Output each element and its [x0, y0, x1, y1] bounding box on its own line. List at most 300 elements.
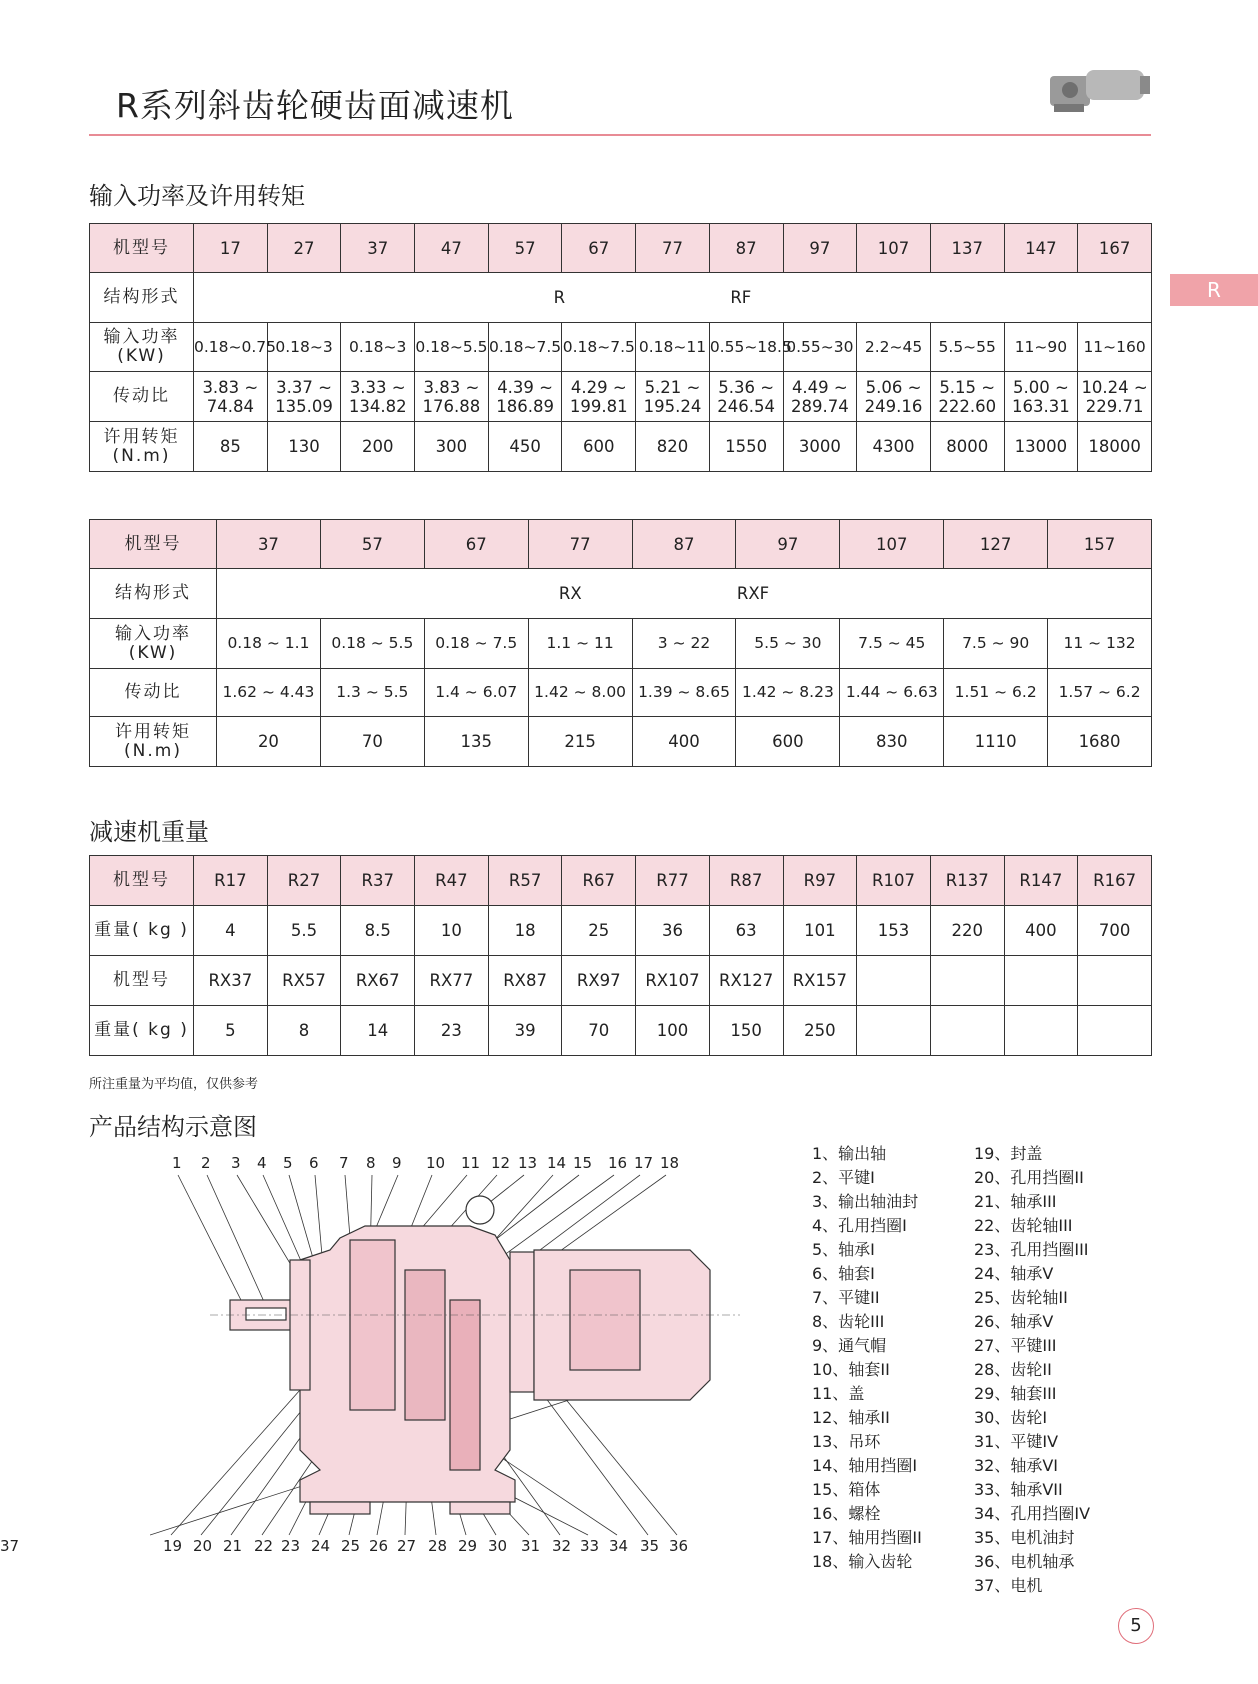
callout-number: 4	[257, 1154, 267, 1172]
part-item: 28、齿轮II	[974, 1360, 1052, 1379]
ratio-min: 10.24 ~	[1081, 377, 1148, 397]
table-cell: 0.18~5.5	[415, 323, 489, 372]
part-item: 29、轴套III	[974, 1384, 1057, 1403]
table-cell	[1004, 956, 1078, 1006]
table-cell: 167	[1078, 224, 1152, 273]
part-item: 23、孔用挡圈III	[974, 1240, 1089, 1259]
callout-leader	[375, 1175, 398, 1230]
table-cell: 87	[632, 520, 736, 569]
part-item: 6、轴套I	[812, 1264, 875, 1283]
power-torque-table-r	[89, 223, 1152, 472]
page-title: R系列斜齿轮硬齿面减速机	[116, 86, 514, 125]
table-cell: 400	[1004, 906, 1078, 956]
table-cell: R77	[636, 856, 710, 906]
part-item: 25、齿轮轴II	[974, 1288, 1068, 1307]
callout-number: 36	[669, 1537, 689, 1555]
table-cell: 7.5 ~ 45	[840, 619, 944, 669]
table-cell: 20	[217, 717, 321, 767]
table-cell: R67	[562, 856, 636, 906]
table-cell: 0.18~3	[267, 323, 341, 372]
table-cell: 1.42 ~ 8.00	[528, 669, 632, 717]
ratio-max: 163.31	[1012, 396, 1070, 416]
torque-label-unit: (N.m)	[112, 445, 171, 466]
table-cell: 1.51 ~ 6.2	[944, 669, 1048, 717]
ratio-max: 135.09	[275, 396, 333, 416]
weight-table	[89, 855, 1152, 1056]
structure-value: RX	[558, 584, 582, 603]
ratio-min: 4.39 ~	[497, 377, 553, 397]
ratio-max: 195.24	[643, 396, 702, 416]
table-cell: 4	[194, 906, 268, 956]
table-cell: 135	[424, 717, 528, 767]
ratio-min: 5.06 ~	[865, 377, 922, 397]
part-item: 10、轴套II	[812, 1360, 890, 1379]
table-cell: 820	[636, 422, 710, 472]
table-cell: 0.55~30	[783, 323, 857, 372]
table-cell: 130	[267, 422, 341, 472]
part-item: 2、平键I	[812, 1168, 875, 1187]
table-cell: 0.18~0.75	[194, 323, 268, 372]
callout-number: 9	[392, 1154, 402, 1172]
part-item: 14、轴用挡圈I	[812, 1456, 918, 1475]
callout-number: 35	[640, 1537, 660, 1555]
callout-leader	[263, 1175, 305, 1270]
ratio-cell	[341, 372, 415, 422]
gear-ii	[405, 1270, 445, 1420]
callout-number: 28	[428, 1537, 448, 1555]
foot-left	[310, 1502, 370, 1514]
table-cell: 100	[636, 1006, 710, 1056]
ratio-cell	[1004, 372, 1078, 422]
table-cell: 3 ~ 22	[632, 619, 736, 669]
table-cell	[1004, 1006, 1078, 1056]
callout-number: 6	[309, 1154, 319, 1172]
part-item: 31、平键IV	[974, 1432, 1059, 1451]
table-cell: RX87	[488, 956, 562, 1006]
table-cell: 300	[415, 422, 489, 472]
table-cell: 1.1 ~ 11	[528, 619, 632, 669]
callout-number: 27	[397, 1537, 417, 1555]
table-cell	[1078, 956, 1152, 1006]
section-heading-power: 输入功率及许用转矩	[89, 182, 305, 210]
table-cell: R37	[341, 856, 415, 906]
torque-label-unit: (N.m)	[124, 740, 182, 761]
part-item: 15、箱体	[812, 1480, 881, 1499]
reducer-cross-section-diagram	[150, 1150, 770, 1560]
part-item: 3、输出轴油封	[812, 1192, 919, 1211]
table-cell: 5.5~55	[930, 323, 1004, 372]
callout-number: 1	[172, 1154, 182, 1172]
table-cell: 0.18 ~ 7.5	[424, 619, 528, 669]
table-cell: 0.18~7.5	[488, 323, 562, 372]
callout-number: 25	[341, 1537, 361, 1555]
weight-label: 重量( kg )	[90, 906, 194, 956]
table-cell: 11 ~ 132	[1048, 619, 1152, 669]
part-item: 17、轴用挡圈II	[812, 1528, 922, 1547]
output-bearing-cap	[290, 1260, 310, 1390]
callout-number: 29	[458, 1537, 478, 1555]
ratio-max: 289.74	[790, 396, 849, 416]
table-cell: 1680	[1048, 717, 1152, 767]
callout-number: 16	[608, 1154, 628, 1172]
table-cell: R107	[857, 856, 931, 906]
callout-number: 5	[283, 1154, 293, 1172]
table-cell: R57	[488, 856, 562, 906]
table-cell: RX37	[194, 956, 268, 1006]
ratio-cell	[930, 372, 1004, 422]
table-cell: RX67	[341, 956, 415, 1006]
ratio-cell	[488, 372, 562, 422]
table-cell: 1.3 ~ 5.5	[320, 669, 424, 717]
table-cell	[930, 1006, 1004, 1056]
part-item: 21、轴承III	[974, 1192, 1057, 1211]
table-cell: 57	[488, 224, 562, 273]
ratio-max: 246.54	[717, 396, 776, 416]
power-label-unit: (KW)	[128, 642, 178, 663]
structure-value: RXF	[736, 584, 770, 603]
section-heading-structure: 产品结构示意图	[89, 1113, 257, 1141]
power-label-unit: (KW)	[117, 346, 166, 366]
table-cell: 4300	[857, 422, 931, 472]
callout-number: 20	[193, 1537, 213, 1555]
table-cell: 450	[488, 422, 562, 472]
table-cell: 1.44 ~ 6.63	[840, 669, 944, 717]
part-item: 12、轴承II	[812, 1408, 890, 1427]
table-cell: 11~160	[1078, 323, 1152, 372]
table-cell: 70	[320, 717, 424, 767]
table-cell: 1.39 ~ 8.65	[632, 669, 736, 717]
ratio-cell	[562, 372, 636, 422]
callout-number: 21	[223, 1537, 243, 1555]
table-cell	[930, 956, 1004, 1006]
part-item: 24、轴承V	[974, 1264, 1054, 1283]
callout-number: 31	[521, 1537, 541, 1555]
table-cell: 7.5 ~ 90	[944, 619, 1048, 669]
callout-number: 10	[426, 1154, 446, 1172]
table-cell: 150	[709, 1006, 783, 1056]
table-cell: 1.57 ~ 6.2	[1048, 669, 1152, 717]
table-cell: R97	[783, 856, 857, 906]
callout-leader	[201, 1400, 310, 1535]
parts-column-right	[974, 1142, 1090, 1598]
ratio-max: 186.89	[496, 396, 554, 416]
part-item: 18、输入齿轮	[812, 1552, 913, 1571]
ratio-min: 5.15 ~	[939, 377, 996, 397]
table-cell: 8000	[930, 422, 1004, 472]
part-item: 32、轴承VI	[974, 1456, 1059, 1475]
gear-i	[450, 1300, 480, 1470]
structure-label: 结构形式	[90, 273, 194, 323]
structure-cell	[194, 273, 1152, 323]
table-cell: RX77	[415, 956, 489, 1006]
table-cell: 3000	[783, 422, 857, 472]
callout-leader	[178, 1175, 246, 1310]
ratio-cell	[783, 372, 857, 422]
callout-number: 8	[366, 1154, 376, 1172]
table-cell: 8	[267, 1006, 341, 1056]
power-label	[90, 619, 217, 669]
table-cell: 1550	[709, 422, 783, 472]
callout-number: 18	[660, 1154, 680, 1172]
table-cell: 137	[930, 224, 1004, 273]
table-cell: 67	[424, 520, 528, 569]
table-cell: 14	[341, 1006, 415, 1056]
table-cell: 107	[840, 520, 944, 569]
table-cell: RX107	[636, 956, 710, 1006]
part-item: 7、平键II	[812, 1288, 880, 1307]
part-item: 5、轴承I	[812, 1240, 875, 1259]
table-cell: 250	[783, 1006, 857, 1056]
ratio-max: 176.88	[422, 396, 481, 416]
callout-number: 7	[339, 1154, 349, 1172]
part-item: 30、齿轮I	[974, 1408, 1048, 1427]
table-cell: 1.62 ~ 4.43	[217, 669, 321, 717]
table-cell: R17	[194, 856, 268, 906]
table-cell: 127	[944, 520, 1048, 569]
part-item: 16、螺栓	[812, 1504, 881, 1523]
ratio-min: 4.29 ~	[570, 377, 627, 397]
part-item: 35、电机油封	[974, 1528, 1075, 1547]
power-label-text: 输入功率	[103, 327, 180, 347]
torque-label	[90, 422, 194, 472]
table-cell: 1110	[944, 717, 1048, 767]
part-item: 11、盖	[812, 1384, 865, 1403]
table-cell: 400	[632, 717, 736, 767]
callout-number: 13	[518, 1154, 538, 1172]
table-cell: 13000	[1004, 422, 1078, 472]
reducer-thumbnail-icon	[1046, 56, 1154, 120]
table-cell: 67	[562, 224, 636, 273]
table-cell: 37	[341, 224, 415, 273]
structure-cell	[217, 569, 1152, 619]
ratio-min: 4.49 ~	[791, 377, 848, 397]
table-cell: 97	[783, 224, 857, 273]
part-item: 22、齿轮轴III	[974, 1216, 1073, 1235]
part-item: 4、孔用挡圈I	[812, 1216, 907, 1235]
callout-leader	[289, 1175, 315, 1265]
part-item: 19、封盖	[974, 1144, 1043, 1163]
table-cell: 11~90	[1004, 323, 1078, 372]
model-label: 机型号	[90, 520, 217, 569]
model-label: 机型号	[90, 956, 194, 1006]
table-cell: R47	[415, 856, 489, 906]
callout-number: 24	[311, 1537, 331, 1555]
structure-value: R	[553, 288, 566, 307]
foot-right	[450, 1502, 510, 1514]
callout-number: 12	[491, 1154, 511, 1172]
ratio-max: 199.81	[569, 396, 628, 416]
power-label-text: 输入功率	[115, 623, 191, 644]
power-torque-table-rx	[89, 519, 1152, 767]
table-cell: R167	[1078, 856, 1152, 906]
ratio-label: 传动比	[90, 372, 194, 422]
parts-column-left	[812, 1142, 922, 1574]
part-item: 1、输出轴	[812, 1144, 887, 1163]
callout-number: 37	[0, 1537, 20, 1555]
callout-number: 19	[163, 1537, 183, 1555]
table-cell: 1.42 ~ 8.23	[736, 669, 840, 717]
callout-number: 22	[254, 1537, 274, 1555]
torque-label-text: 许用转矩	[115, 721, 191, 742]
ratio-min: 5.21 ~	[644, 377, 701, 397]
ratio-cell	[1078, 372, 1152, 422]
table-cell: 5.5 ~ 30	[736, 619, 840, 669]
lifting-eye	[466, 1196, 494, 1224]
table-cell: 85	[194, 422, 268, 472]
ratio-cell	[267, 372, 341, 422]
model-label: 机型号	[90, 856, 194, 906]
table-cell: 0.55~18.5	[709, 323, 783, 372]
ratio-max: 74.84	[206, 396, 254, 416]
table-cell: 0.18~11	[636, 323, 710, 372]
table-cell: R147	[1004, 856, 1078, 906]
table-cell: 101	[783, 906, 857, 956]
part-item: 27、平键III	[974, 1336, 1057, 1355]
table-cell: 36	[636, 906, 710, 956]
model-label: 机型号	[90, 224, 194, 273]
table-cell: 77	[528, 520, 632, 569]
table-cell: 18	[488, 906, 562, 956]
table-cell	[1078, 1006, 1152, 1056]
motor-flange	[510, 1252, 534, 1392]
torque-label-text: 许用转矩	[103, 426, 180, 447]
part-item: 8、齿轮III	[812, 1312, 885, 1331]
motor-terminal-box	[570, 1270, 640, 1370]
callout-number: 33	[580, 1537, 600, 1555]
table-cell: 39	[488, 1006, 562, 1056]
callout-number: 32	[552, 1537, 572, 1555]
table-cell: 17	[194, 224, 268, 273]
structure-value: RF	[730, 288, 752, 307]
table-cell: 600	[736, 717, 840, 767]
table-cell: 5	[194, 1006, 268, 1056]
callout-leader	[550, 1380, 677, 1535]
table-cell: 63	[709, 906, 783, 956]
ratio-min: 5.00 ~	[1013, 377, 1069, 397]
table-cell: 87	[709, 224, 783, 273]
ratio-min: 3.83 ~	[423, 377, 480, 397]
torque-label	[90, 717, 217, 767]
callout-number: 11	[461, 1154, 481, 1172]
section-heading-weight: 减速机重量	[89, 818, 209, 846]
table-cell: 157	[1048, 520, 1152, 569]
ratio-cell	[194, 372, 268, 422]
table-cell: 215	[528, 717, 632, 767]
table-cell: RX127	[709, 956, 783, 1006]
callout-number: 26	[369, 1537, 389, 1555]
output-key	[246, 1308, 286, 1320]
ratio-max: 134.82	[348, 396, 407, 416]
callout-number: 3	[231, 1154, 241, 1172]
table-cell: 97	[736, 520, 840, 569]
callout-number: 34	[609, 1537, 629, 1555]
ratio-min: 5.36 ~	[718, 377, 775, 397]
callout-leader	[420, 1175, 467, 1230]
table-cell: 0.18~3	[341, 323, 415, 372]
ratio-cell	[636, 372, 710, 422]
table-cell: 0.18 ~ 1.1	[217, 619, 321, 669]
ratio-cell	[709, 372, 783, 422]
table-cell: 830	[840, 717, 944, 767]
callout-leader	[171, 1390, 300, 1535]
gear-iii	[350, 1240, 395, 1410]
callout-leader	[207, 1175, 270, 1315]
table-cell: 700	[1078, 906, 1152, 956]
callout-number: 17	[634, 1154, 654, 1172]
part-item: 33、轴承VII	[974, 1480, 1063, 1499]
ratio-min: 3.33 ~	[349, 377, 406, 397]
table-cell: 2.2~45	[857, 323, 931, 372]
table-cell: 27	[267, 224, 341, 273]
power-label	[90, 323, 194, 372]
part-item: 9、通气帽	[812, 1336, 887, 1355]
ratio-max: 222.60	[938, 396, 997, 416]
table-cell: 5.5	[267, 906, 341, 956]
table-cell: 0.18 ~ 5.5	[320, 619, 424, 669]
table-cell: 1.4 ~ 6.07	[424, 669, 528, 717]
table-cell: 200	[341, 422, 415, 472]
table-cell: 70	[562, 1006, 636, 1056]
table-cell	[857, 1006, 931, 1056]
ratio-max: 249.16	[864, 396, 923, 416]
part-item: 20、孔用挡圈II	[974, 1168, 1084, 1187]
weight-label: 重量( kg )	[90, 1006, 194, 1056]
page-number: 5	[1118, 1608, 1154, 1644]
part-item: 34、孔用挡圈IV	[974, 1504, 1091, 1523]
callout-number: 23	[281, 1537, 301, 1555]
structure-label: 结构形式	[90, 569, 217, 619]
table-cell: 10	[415, 906, 489, 956]
table-cell: 57	[320, 520, 424, 569]
table-cell: R137	[930, 856, 1004, 906]
title-rule	[89, 134, 1151, 136]
callout-number: 30	[488, 1537, 508, 1555]
table-cell: 220	[930, 906, 1004, 956]
callout-number: 15	[573, 1154, 593, 1172]
ratio-min: 3.37 ~	[276, 377, 332, 397]
table-cell: 23	[415, 1006, 489, 1056]
table-cell: 600	[562, 422, 636, 472]
table-cell: R87	[709, 856, 783, 906]
part-item: 36、电机轴承	[974, 1552, 1075, 1571]
table-cell: RX97	[562, 956, 636, 1006]
part-item: 13、吊环	[812, 1432, 881, 1451]
table-cell: 18000	[1078, 422, 1152, 472]
table-cell: RX57	[267, 956, 341, 1006]
table-cell: RX157	[783, 956, 857, 1006]
table-cell: 0.18~7.5	[562, 323, 636, 372]
ratio-label: 传动比	[90, 669, 217, 717]
table-cell: 77	[636, 224, 710, 273]
table-cell: 37	[217, 520, 321, 569]
part-item: 37、电机	[974, 1576, 1043, 1595]
part-item: 26、轴承V	[974, 1312, 1054, 1331]
weight-note: 所注重量为平均值，仅供参考	[89, 1077, 259, 1092]
table-cell: 147	[1004, 224, 1078, 273]
table-cell: 153	[857, 906, 931, 956]
table-cell: R27	[267, 856, 341, 906]
callout-number: 14	[547, 1154, 567, 1172]
table-cell: 25	[562, 906, 636, 956]
table-cell: 47	[415, 224, 489, 273]
ratio-cell	[857, 372, 931, 422]
side-tab: R	[1170, 274, 1258, 306]
table-cell: 107	[857, 224, 931, 273]
ratio-cell	[415, 372, 489, 422]
ratio-min: 3.83 ~	[202, 377, 259, 397]
ratio-max: 229.71	[1085, 396, 1144, 416]
table-cell: 8.5	[341, 906, 415, 956]
